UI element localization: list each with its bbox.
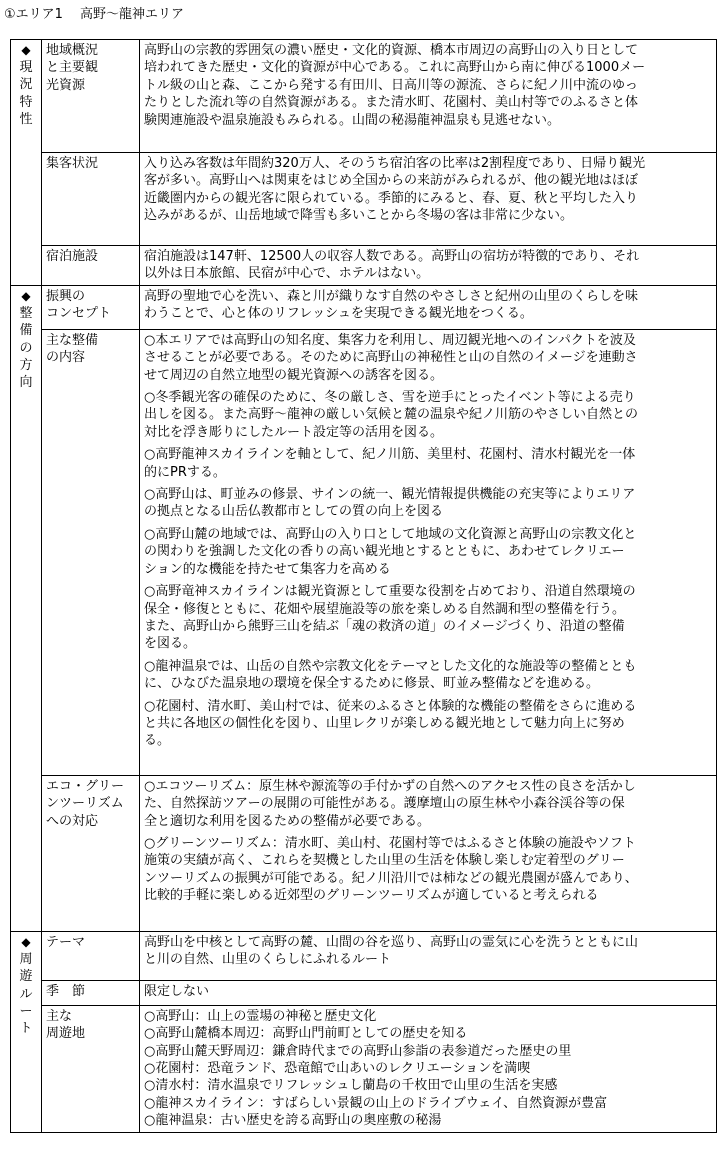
section-heading-char: ル: [19, 986, 33, 1002]
content-line: ○高野山：山上の霊場の神秘と歴史文化: [144, 1008, 377, 1024]
row-label-line: 主な整備: [46, 332, 99, 348]
content-line: ンツーリズムの振興が可能である。紀ノ川沿川では柿などの観光農園が盛んであり、: [144, 870, 638, 886]
content-line: 培われてきた歴史・文化的資源が中心である。これに高野山から南に伸びる1000メー: [144, 60, 646, 76]
content-line: 客が多い。高野山へは関東をはじめ全国からの来訪がみられるが、他の観光地はほぼ: [144, 173, 639, 189]
content-line: 入り込み客数は年間約320万人、そのうち宿泊客の比率は2割程度であり、日帰り観光: [144, 156, 646, 171]
section-heading-current-characteristics: [11, 40, 42, 286]
section-heading-char: 性: [19, 112, 33, 128]
area-table-body: [11, 40, 717, 1133]
content-line: 保全・修復とともに、花畑や展望施設等の旅を楽しめる自然調和型の整備を行う。: [144, 601, 626, 617]
row-label-line: 振興の: [46, 288, 86, 304]
row-content: [140, 40, 717, 153]
table-row: [11, 1005, 717, 1132]
content-line: 施策の実績が高く、これらを契機とした山里の生活を体験し楽しむ定着型のグリー: [144, 853, 625, 869]
content-paragraph: [144, 658, 712, 693]
row-content: [140, 246, 717, 286]
content-paragraph: [144, 835, 712, 905]
row-label: [42, 980, 140, 1005]
section-heading-char: 現: [19, 60, 33, 75]
content-line: ○高野山は、町並みの修景、サインの統一、観光情報提供機能の充実等によりエリア: [144, 487, 636, 503]
content-line: 出しを図る。また高野～龍神の厳しい気候と麓の温泉や紀ノ川筋のやさしい自然との: [144, 407, 639, 423]
content-paragraph: [144, 983, 712, 1000]
content-line: ○冬季観光客の確保のために、冬の厳しさ、雪を逆手にとったイベント等による売り: [144, 390, 636, 406]
section-heading-char: ト: [19, 1021, 33, 1037]
content-paragraph: [144, 155, 712, 225]
row-content: [140, 285, 717, 329]
section-heading-char: 況: [19, 77, 33, 93]
section-heading-char: 整: [19, 305, 33, 321]
content-line: ○花園村、清水町、美山村では、従来のふるさと体験的な機能の整備をさらに進める: [144, 698, 637, 714]
content-paragraph: [144, 248, 712, 283]
row-content: [140, 775, 717, 931]
content-line: 宿泊施設は147軒、12500人の収容人数である。高野山の宿坊が特徴的であり、それ: [144, 249, 640, 264]
content-line: ○清水村：清水温泉でリフレッシュし蘭島の千枚田で山里の生活を実感: [144, 1078, 558, 1094]
area-table: [10, 39, 717, 1133]
content-line: ○龍神温泉：古い歴史を誇る高野山の奥座敷の秘湯: [144, 1113, 442, 1129]
content-line: を図る。: [144, 636, 197, 652]
page-title: ①エリア1 高野～龍神エリア: [4, 7, 185, 22]
content-line: 験関連施設や温泉施設もみられる。山間の秘湯龍神温泉も見逃せない。: [144, 112, 561, 128]
row-label-line: と主要観: [46, 60, 99, 76]
table-row: [11, 285, 717, 329]
table-row: [11, 40, 717, 153]
table-row: [11, 246, 717, 286]
diamond-bullet-icon: ◆: [21, 288, 31, 303]
section-heading-char: 備: [19, 323, 33, 339]
content-line: ○本エリアでは高野山の知名度、集客力を利用し、周辺観光地へのインパクトを波及: [144, 332, 636, 348]
content-line: る。: [144, 733, 171, 749]
row-content: [140, 931, 717, 980]
content-line: 近畿圏内からの観光客に限られている。季節的にみると、春、夏、秋と平均した入り: [144, 190, 639, 206]
content-paragraph: [144, 446, 712, 481]
table-row: [11, 153, 717, 246]
row-content: [140, 1005, 717, 1132]
table-row: [11, 329, 717, 775]
row-content: [140, 153, 717, 246]
section-heading-development-direction: [11, 285, 42, 931]
row-label-line: への対応: [46, 813, 99, 829]
content-line: 高野の聖地で心を洗い、森と川が織りなす自然のやさしさと紀州の山里のくらしを味: [144, 288, 639, 304]
table-row: [11, 931, 717, 980]
diamond-bullet-icon: ◆: [21, 43, 31, 57]
section-heading-char: 向: [19, 375, 33, 391]
content-line: ○龍神温泉では、山岳の自然や宗教文化をテーマとした文化的な施設等の整備ととも: [144, 658, 637, 674]
content-line: させることが必要である。そのために高野山の神秘性と山の自然のイメージを連動さ: [144, 350, 638, 366]
content-line: ション的な機能を持たせて集客力を高める: [144, 561, 391, 577]
content-line: 限定しない: [144, 983, 210, 999]
content-line: また、高野山から熊野三山を結ぶ「魂の救済の道」のイメージづくり、沿道の整備: [144, 618, 625, 634]
content-line: ○高野竜神スカイラインは観光資源として重要な役割を占めており、沿道自然環境の: [144, 584, 636, 600]
section-heading-char: 特: [19, 94, 33, 110]
row-content: [140, 329, 717, 775]
section-heading-char: の: [19, 340, 33, 356]
content-paragraph: [144, 486, 712, 521]
row-label-line: エコ・グリー: [46, 778, 125, 794]
row-label-line: 周遊地: [46, 1026, 86, 1042]
row-label-line: 季 節: [46, 983, 86, 999]
row-label-line: 地域概況: [46, 43, 99, 58]
row-label-line: 光資源: [46, 77, 86, 93]
content-line: わうことで、心と体のリフレッシュを実現できる観光地をつくる。: [144, 306, 533, 322]
content-line: ○龍神スカイライン：すばらしい景観の山上のドライブウェイ、自然資源が豊富: [144, 1095, 608, 1111]
content-line: の拠点となる山岳仏教都市としての質の向上を図る: [144, 504, 444, 520]
content-line: 以外は日本旅館、民宿が中心で、ホテルはない。: [144, 266, 430, 282]
row-label: [42, 329, 140, 775]
content-line: ○高野山麓天野周辺：鎌倉時代までの高野山参詣の表参道だった歴史の里: [144, 1043, 572, 1059]
content-line: と共に各地区の個性化を図り、山里レクリが楽しめる観光地として魅力向上に努め: [144, 715, 625, 731]
content-paragraph: [144, 42, 712, 129]
row-label: [42, 775, 140, 931]
row-label-line: ンツーリズム: [46, 796, 124, 812]
row-label: [42, 1005, 140, 1132]
content-line: と川の自然、山里のくらしにふれるルート: [144, 952, 392, 968]
content-line: 高野山の宗教的雰囲気の濃い歴史・文化的資源、橋本市周辺の高野山の入り日として: [144, 43, 639, 58]
content-line: トル級の山と森、ここから発する有田川、日高川等の源流、さらに紀ノ川中流のゆっ: [144, 77, 638, 93]
content-line: 対比を浮き彫りにしたルート設定等の活用を図る。: [144, 424, 444, 440]
content-line: ○高野山麓の地域では、高野山の入り口として地域の文化資源と高野山の宗教文化と: [144, 526, 637, 542]
content-paragraph: [144, 526, 712, 578]
content-paragraph: [144, 389, 712, 441]
content-paragraph: [144, 288, 712, 323]
table-row: [11, 980, 717, 1005]
row-content: [140, 980, 717, 1005]
row-label: [42, 931, 140, 980]
content-line: ○グリーンツーリズム：清水町、美山村、花園村等ではふるさと体験の施設やソフト: [144, 836, 636, 852]
content-line: ○高野龍神スカイラインを軸として、紀ノ川筋、美里村、花園村、清水村観光を一体: [144, 447, 636, 463]
content-line: の関わりを強調した文化の香りの高い観光地とするとともに、あわせてレクリエー: [144, 544, 625, 560]
content-paragraph: [144, 583, 712, 653]
section-heading-tour-route: [11, 931, 42, 1132]
row-label: [42, 246, 140, 286]
row-label: [42, 153, 140, 246]
content-line: 全と適切な利用を図るための整備が必要である。: [144, 813, 431, 829]
content-line: 比較的手軽に楽しめる近郊型のグリーンツーリズムが適していると考えられる: [144, 888, 599, 904]
row-label: [42, 285, 140, 329]
section-heading-char: ー: [19, 1004, 33, 1020]
section-heading-char: 方: [19, 358, 33, 374]
content-line: ○花園村：恐竜ランド、恐竜館で山あいのレクリエーションを満喫: [144, 1061, 531, 1077]
content-line: 的にPRする。: [144, 464, 226, 480]
row-label-line: 主な: [46, 1008, 73, 1024]
row-label: [42, 40, 140, 153]
content-line: た、自然探訪ツアーの展開の可能性がある。護摩壇山の原生林や小森谷渓谷等の保: [144, 796, 625, 812]
content-paragraph: [144, 698, 712, 750]
row-label-line: 宿泊施設: [46, 249, 99, 264]
content-paragraph: [144, 778, 712, 830]
content-line: 込みがあるが、山岳地域で降雪も多いことから冬場の客は非常に少ない。: [144, 208, 574, 224]
content-line: に、ひなびた温泉地の環境を保全するために修景、町並み整備などを進める。: [144, 676, 600, 692]
content-line: ○エコツーリズム：原生林や源流等の手付かずの自然へのアクセス性の良さを活かし: [144, 778, 636, 794]
row-label-line: コンセプト: [46, 306, 112, 322]
table-row: [11, 775, 717, 931]
content-line: 高野山を中核として高野の麓、山間の谷を巡り、高野山の霊気に心を洗うとともに山: [144, 934, 639, 950]
row-label-line: 集客状況: [46, 156, 99, 171]
row-label-line: の内容: [46, 350, 86, 366]
section-heading-char: 遊: [19, 969, 33, 985]
content-line: たりとした流れ等の自然資源がある。また清水町、花園村、美山村等でのふるさと体: [144, 95, 639, 111]
section-heading-char: 周: [19, 951, 33, 967]
content-paragraph: [144, 1008, 712, 1130]
diamond-bullet-icon: ◆: [21, 934, 31, 949]
content-paragraph: [144, 332, 712, 384]
row-label-line: テーマ: [46, 934, 86, 950]
content-line: ○高野山麓橋本周辺：高野山門前町としての歴史を知る: [144, 1026, 468, 1042]
content-paragraph: [144, 934, 712, 969]
content-line: せて周辺の自然立地型の観光資源への誘客を図る。: [144, 367, 444, 383]
